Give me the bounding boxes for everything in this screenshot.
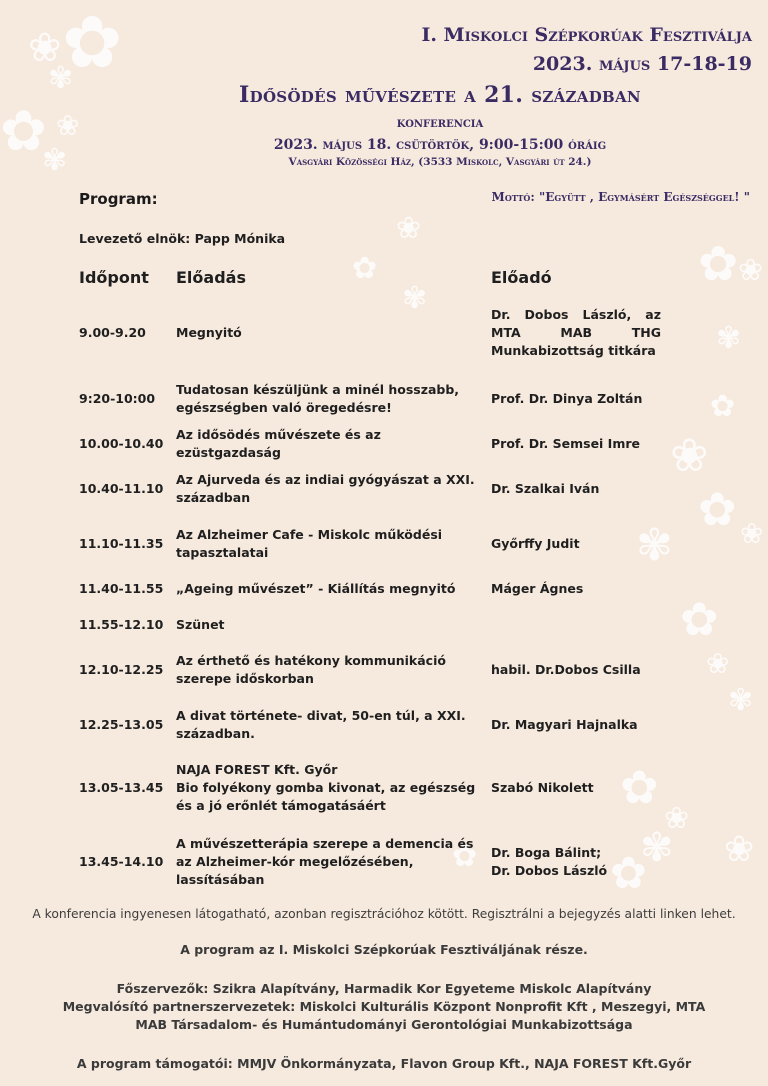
flower-decoration-icon: ✾: [48, 61, 74, 96]
program-row: [0, 647, 768, 689]
program-row: [0, 427, 768, 460]
festival-dates: 2023. május 17-18-19: [532, 53, 752, 75]
flower-decoration-icon: ❀: [738, 253, 764, 288]
conference-label: konferencia: [396, 115, 484, 131]
row-speaker: Prof. Dr. Semsei Imre: [491, 436, 641, 451]
program-row: [0, 380, 768, 418]
row-time: 12.10-12.25: [79, 662, 164, 677]
flower-decoration-icon: ❀: [664, 801, 690, 836]
flower-decoration-icon: ✿: [62, 0, 123, 84]
flower-decoration-icon: ✾: [716, 321, 742, 356]
program-row: [0, 525, 768, 563]
session-chair: Levezető elnök: Papp Mónika: [79, 231, 286, 246]
flower-decoration-icon: ❀: [396, 211, 422, 246]
flower-decoration-icon: ✾: [636, 520, 673, 571]
program-row: [0, 760, 768, 816]
program-row: [0, 470, 768, 508]
row-speaker: Máger Ágnes: [491, 581, 584, 596]
flower-decoration-icon: ❀: [56, 109, 80, 142]
row-time: 13.05-13.45: [79, 780, 164, 795]
registration-note: A konferencia ingyenesen látogatható, azonban regisztrációhoz kötött. Regisztrálni a bejegyzés alatti linken lehet.: [32, 907, 736, 921]
row-time: 11.40-11.55: [79, 581, 164, 596]
flower-decoration-icon: ❀: [706, 647, 730, 680]
flower-decoration-icon: ✾: [42, 143, 68, 178]
row-speaker: Dr. Dobos László, az MTA MAB THG Munkabizottság titkára: [491, 307, 661, 358]
row-talk-title: Bio folyékony gomba kivonat, az egészség és a jó erőnlét támogatásáért: [176, 780, 476, 813]
row-time: 13.45-14.10: [79, 854, 164, 869]
row-speaker: Szabó Nikolett: [491, 780, 594, 795]
row-time: 10.00-10.40: [79, 436, 164, 451]
row-speaker: Dr. Magyari Hajnalka: [491, 717, 638, 732]
row-talk: Az idősödés művészete és az ezüstgazdaság: [176, 427, 381, 460]
row-talk: Tudatosan készüljünk a minél hosszabb, egészségben való öregedésre!: [176, 382, 460, 415]
row-talk: Az Alzheimer Cafe - Miskolc működési tapasztalatai: [176, 527, 443, 560]
row-speaker-2: Dr. Dobos László: [491, 863, 608, 878]
row-talk: Megnyitó: [176, 325, 242, 340]
flower-decoration-icon: ✿: [352, 251, 378, 286]
row-speaker-1: Dr. Boga Bálint;: [491, 845, 602, 860]
festival-part-note: A program az I. Miskolci Szépkorúak Fesztiváljának része.: [180, 942, 588, 957]
row-talk: „Ageing művészet” - Kiállítás megnyitó: [176, 581, 456, 596]
flower-decoration-icon: ✿: [698, 482, 737, 536]
row-talk: Az Ajurveda és az indiai gyógyászat a XXI. században: [176, 472, 475, 505]
row-talk: [176, 760, 481, 816]
row-talk-company: NAJA FOREST Kft. Győr: [176, 762, 338, 777]
row-talk: Szünet: [176, 617, 225, 632]
row-time: 10.40-11.10: [79, 481, 164, 496]
flower-decoration-icon: ✿: [698, 236, 739, 292]
partners: Megvalósító partnerszervezetek: Miskolci Kulturális Központ Nonprofit Kft , Meszegyi, MTA MAB Társadalom- és Humántudományi Gerontológiai Munkabizottsága: [62, 999, 706, 1032]
flower-decoration-icon: ✿: [620, 760, 659, 814]
row-talk: A művészetterápia szerepe a demencia és az Alzheimer-kór megelőzésében, lassításában: [176, 836, 474, 887]
row-speaker: habil. Dr.Dobos Csilla: [491, 662, 641, 677]
program-row: [0, 615, 768, 635]
sponsors: A program támogatói: MMJV Önkormányzata, Flavon Group Kft., NAJA FOREST Kft.Győr: [76, 1056, 692, 1071]
organizers: Főszervezők: Szikra Alapítvány, Harmadik Kor Egyeteme Miskolc Alapítvány: [116, 981, 652, 996]
flower-decoration-icon: ✿: [680, 592, 719, 646]
row-speaker: Dr. Szalkai Iván: [491, 481, 600, 496]
row-speaker: Győrffy Judit: [491, 536, 580, 551]
conference-date: 2023. május 18. csütörtök, 9:00-15:00 óráig: [273, 137, 607, 153]
row-speaker: Prof. Dr. Dinya Zoltán: [491, 391, 643, 406]
row-talk: A divat története- divat, 50-en túl, a XXI. században.: [176, 708, 466, 741]
column-header-speaker: Előadó: [491, 268, 552, 287]
program-row: [0, 706, 768, 744]
flower-decoration-icon: ✾: [728, 683, 754, 718]
program-row: [0, 305, 768, 361]
row-talk: Az érthető és hatékony kommunikáció szerepe időskorban: [176, 653, 446, 686]
flower-decoration-icon: ✿: [710, 389, 736, 424]
program-row: [0, 579, 768, 599]
row-speaker: [491, 834, 661, 890]
conference-title: Idősödés művészete a 21. században: [239, 82, 641, 108]
flower-decoration-icon: ❀: [28, 25, 62, 71]
flower-decoration-icon: ✾: [402, 281, 428, 316]
flower-decoration-icon: ✿: [610, 848, 647, 899]
program-row: [0, 829, 768, 890]
flower-decoration-icon: ✿: [0, 99, 47, 164]
column-header-talk: Előadás: [176, 268, 246, 287]
festival-title: I. Miskolci Szépkorúak Fesztiválja: [421, 24, 752, 46]
row-time: 9:20-10:00: [79, 391, 156, 406]
flower-decoration-icon: ✾: [640, 825, 674, 871]
flower-decoration-icon: ✿: [452, 839, 478, 874]
row-time: 11.55-12.10: [79, 617, 164, 632]
motto: Mottó: "Együtt , Egymásért Egészséggel! ": [491, 190, 750, 204]
flower-decoration-icon: ❀: [740, 517, 764, 550]
flower-decoration-icon: ❀: [670, 428, 709, 482]
column-header-time: Időpont: [79, 268, 149, 287]
row-time: 9.00-9.20: [79, 325, 146, 340]
row-time: 11.10-11.35: [79, 536, 164, 551]
program-label: Program:: [79, 190, 158, 208]
flower-decoration-icon: ❀: [724, 829, 755, 870]
row-time: 12.25-13.05: [79, 717, 164, 732]
conference-venue: Vasgyári Közösségi Ház, (3533 Miskolc, Vasgyári út 24.): [288, 156, 592, 168]
